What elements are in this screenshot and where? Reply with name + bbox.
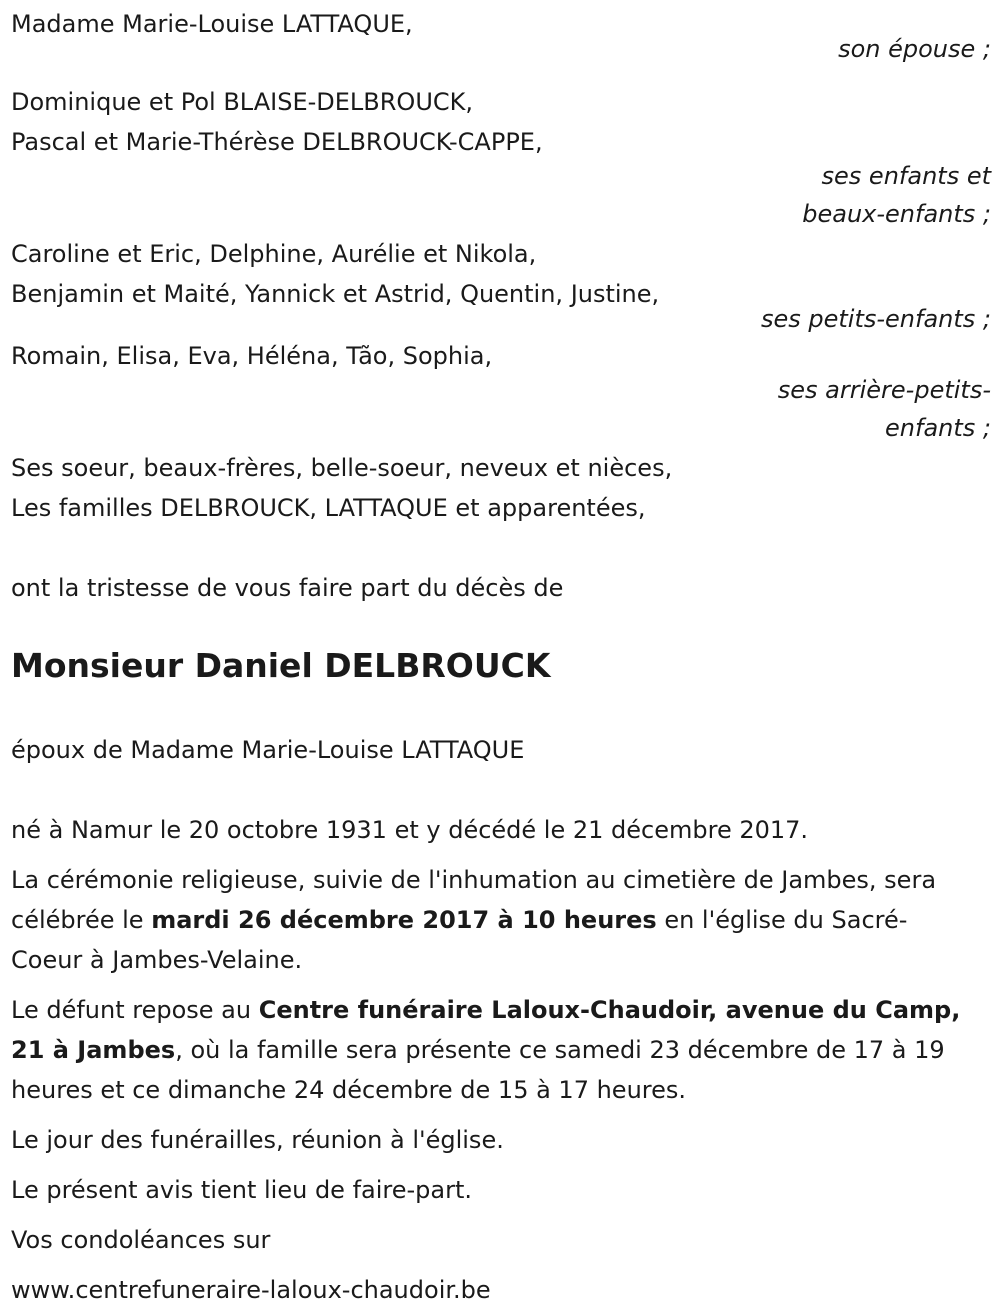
obituary — [11, 4, 991, 1310]
children-line-2: Pascal et Marie-Thérèse DELBROUCK-CAPPE, — [11, 128, 543, 156]
ceremony-text-before: La cérémonie religieuse, suivie de l'inhumation au cimetière de Jambes, sera célébrée le — [11, 866, 937, 934]
condolences-label: Vos condoléances sur — [11, 1226, 271, 1254]
extended-family-line-2: Les familles DELBROUCK, LATTAQUE et apparentées, — [11, 494, 646, 522]
spouse-of: époux de Madame Marie-Louise LATTAQUE — [11, 736, 525, 764]
great-grandchildren-role-1: ses arrière-petits- — [777, 376, 991, 404]
deceased-name: Monsieur Daniel DELBROUCK — [11, 646, 551, 685]
grandchildren-role: ses petits-enfants ; — [760, 305, 991, 333]
condolences-url: www.centrefuneraire-laloux-chaudoir.be — [11, 1276, 491, 1304]
funeral-day-note: Le jour des funérailles, réunion à l'église. — [11, 1126, 504, 1154]
funeral-center-address: Centre funéraire Laloux-Chaudoir, avenue du Camp, 21 à Jambes — [11, 996, 961, 1064]
grandchildren-line-1: Caroline et Eric, Delphine, Aurélie et Nikola, — [11, 240, 537, 268]
extended-family-line-1: Ses soeur, beaux-frères, belle-soeur, neveux et nièces, — [11, 454, 673, 482]
birth-death: né à Namur le 20 octobre 1931 et y décédé le 21 décembre 2017. — [11, 816, 809, 844]
ceremony-text-after: en l'église du Sacré-Coeur à Jambes-Velaine. — [11, 906, 908, 974]
resting-place-paragraph — [11, 990, 971, 1110]
great-grandchildren-role-2: enfants ; — [885, 414, 991, 442]
notice: Le présent avis tient lieu de faire-part. — [11, 1176, 473, 1204]
children-line-1: Dominique et Pol BLAISE-DELBROUCK, — [11, 88, 474, 116]
announcement: ont la tristesse de vous faire part du décès de — [11, 574, 564, 602]
rest-text-before: Le défunt repose au — [11, 996, 259, 1024]
grandchildren-line-2: Benjamin et Maité, Yannick et Astrid, Quentin, Justine, — [11, 280, 660, 308]
ceremony-date: mardi 26 décembre 2017 à 10 heures — [151, 906, 657, 934]
ceremony-paragraph — [11, 860, 971, 980]
spouse-role: son épouse ; — [838, 35, 991, 63]
spouse-line: Madame Marie-Louise LATTAQUE, — [11, 10, 413, 38]
rest-text-after: , où la famille sera présente ce samedi 23 décembre de 17 à 19 heures et ce dimanche 24 décembre de 15 à 17 heures. — [11, 1036, 945, 1104]
children-role-1: ses enfants et — [821, 162, 991, 190]
children-role-2: beaux-enfants ; — [802, 200, 991, 228]
great-grandchildren-line: Romain, Elisa, Eva, Héléna, Tão, Sophia, — [11, 342, 493, 370]
